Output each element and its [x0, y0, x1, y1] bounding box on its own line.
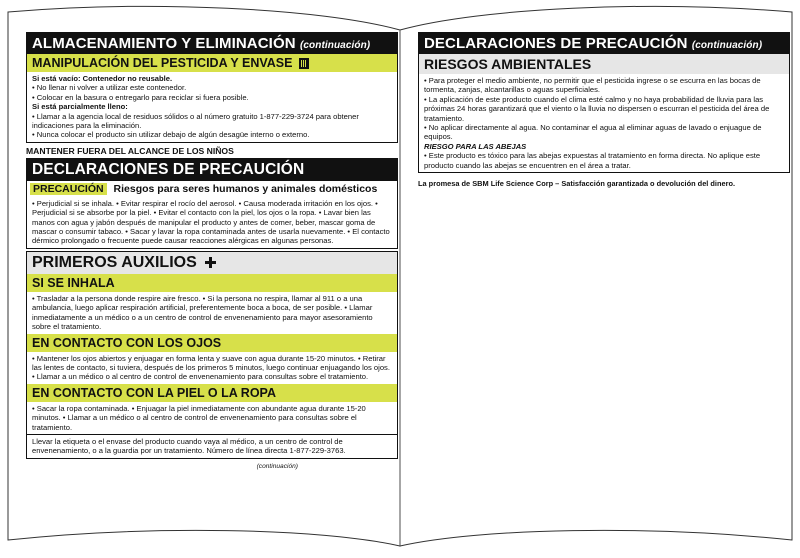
inhale-title: SI SE INHALA [27, 274, 397, 292]
final-note: Llevar la etiqueta o el envase del producto cuando vaya al médico, a un centro de control de envenenamiento, o a la guardia por un tratamiento. Número de línea directa 1-877-229-3763. [27, 434, 397, 458]
empty-item: • Colocar en la basura o entregarlo para reciclar si fuera posible. [32, 92, 249, 102]
precaution-subheading [27, 181, 397, 197]
precaution-title: DECLARACIONES DE PRECAUCIÓN [27, 159, 397, 181]
handling-body [27, 72, 397, 142]
partial-item: • Llamar a la agencia local de residuos sólidos o al número gratuito 1-877-229-3724 para obtener indicaciones para la eliminación. [32, 111, 359, 131]
storage-section [26, 32, 398, 143]
plus-icon [205, 257, 216, 268]
eyes-title: EN CONTACTO CON LOS OJOS [27, 334, 397, 352]
first-aid-section [26, 251, 398, 459]
empty-heading: Si está vacío: Contenedor no reusable. [32, 74, 173, 83]
bees-heading: RIESGO PARA LAS ABEJAS [424, 141, 527, 151]
right-precaution-title [419, 33, 789, 54]
right-precaution-title-text: DECLARACIONES DE PRECAUCIÓN [424, 35, 688, 52]
precaution-body: • Perjudicial si se inhala. • Evitar respirar el rocío del aerosol. • Causa moderada irritación en los ojos. • Perjudicial si se absorbe por la piel. • Evitar el contacto con la piel, los ojos o la ropa. • Lavar bien las manos con agua y jabón después de manipular el producto y antes de comer, beber, mascar goma de mascar o consumir tabaco. • Sacar y lavar la ropa contaminada antes de usarla nuevamente. • El contacto dérmico prolongado o frecuente puede causar reacciones alérgicas en algunas personas. [32, 198, 390, 246]
storage-title-text: ALMACENAMIENTO Y ELIMINACIÓN [32, 35, 296, 52]
empty-item: • No llenar ni volver a utilizar este contenedor. [32, 83, 187, 93]
env-item: • No aplicar directamente al agua. No contaminar el agua al eliminar aguas de lavado o enjuague de equipos. [424, 123, 762, 142]
right-precaution-cont: (continuación) [691, 40, 763, 51]
precaution-sub-text: Riesgos para seres humanos y animales domésticos [113, 182, 378, 195]
env-title: RIESGOS AMBIENTALES [419, 54, 789, 74]
skin-body: • Sacar la ropa contaminada. • Enjuagar la piel inmediatamente con abundante agua durante 15-20 minutos. • Llamar a un médico o al centro de control de envenenamiento para consultas sobre el tratamiento. [32, 403, 366, 432]
partial-heading: Si está parcialmente lleno: [32, 102, 128, 112]
storage-title [27, 33, 397, 54]
first-aid-title-text: PRIMEROS AUXILIOS [32, 253, 197, 271]
env-item: • Para proteger el medio ambiente, no permitir que el pesticida ingrese o se escurra en las bocas de tormenta, zanjas, alcantarillas o aguas superficiales. [424, 76, 761, 95]
guarantee-note: La promesa de SBM Life Science Corp – Satisfacción garantizada o devolución del dinero. [418, 179, 736, 189]
env-body [419, 74, 789, 172]
bees-body: • Este producto es tóxico para las abejas expuestas al tratamiento en forma directa. No aplique este producto cuando las abejas se encuentren en el área a tratar. [424, 151, 761, 170]
right-page [418, 22, 790, 522]
trash-icon [299, 58, 309, 69]
inhale-body: • Trasladar a la persona donde respire aire fresco. • Si la persona no respira, llamar al 911 o a una ambulancia, luego aplicar respiración artificial, preferentemente boca a boca, de ser posible. • Llamar inmediatamente a un médico o a un centro de control de envenenamiento para mayor asesoramiento sobre el tratamiento. [32, 293, 373, 332]
precaution-tag: PRECAUCIÓN [30, 183, 107, 195]
storage-cont-note: (continuación) [299, 40, 371, 51]
handling-title-text: MANIPULACIÓN DEL PESTICIDA Y ENVASE [32, 56, 293, 70]
right-precaution-section [418, 32, 790, 173]
eyes-body: • Mantener los ojos abiertos y enjuagar en forma lenta y suave con agua durante 15-20 minutos. • Retirar las lentes de contacto, si tuviera, después de los primeros 5 minutos, luego continuar enjuagando los ojos. • Llamar a un médico o al centro de control de envenenamiento para consultas sobre el tratamiento. [32, 353, 390, 382]
partial-item: • Nunca colocar el producto sin utilizar debajo de algún desagüe interno o externo. [32, 130, 310, 140]
first-aid-title [27, 252, 397, 274]
env-item: • La aplicación de este producto cuando el clima esté calmo y no haya probabilidad de lluvia para las próximas 24 horas garantizará que el viento o la lluvia no dispersen o escurran el pesticida del área de tratamiento. [424, 94, 770, 123]
continued-note: (continuación) [256, 462, 298, 470]
keep-away-warning: MANTENER FUERA DEL ALCANCE DE LOS NIÑOS [26, 145, 234, 156]
precaution-section [26, 158, 398, 249]
handling-title [27, 54, 397, 72]
skin-title: EN CONTACTO CON LA PIEL O LA ROPA [27, 384, 397, 402]
left-page [26, 22, 398, 522]
